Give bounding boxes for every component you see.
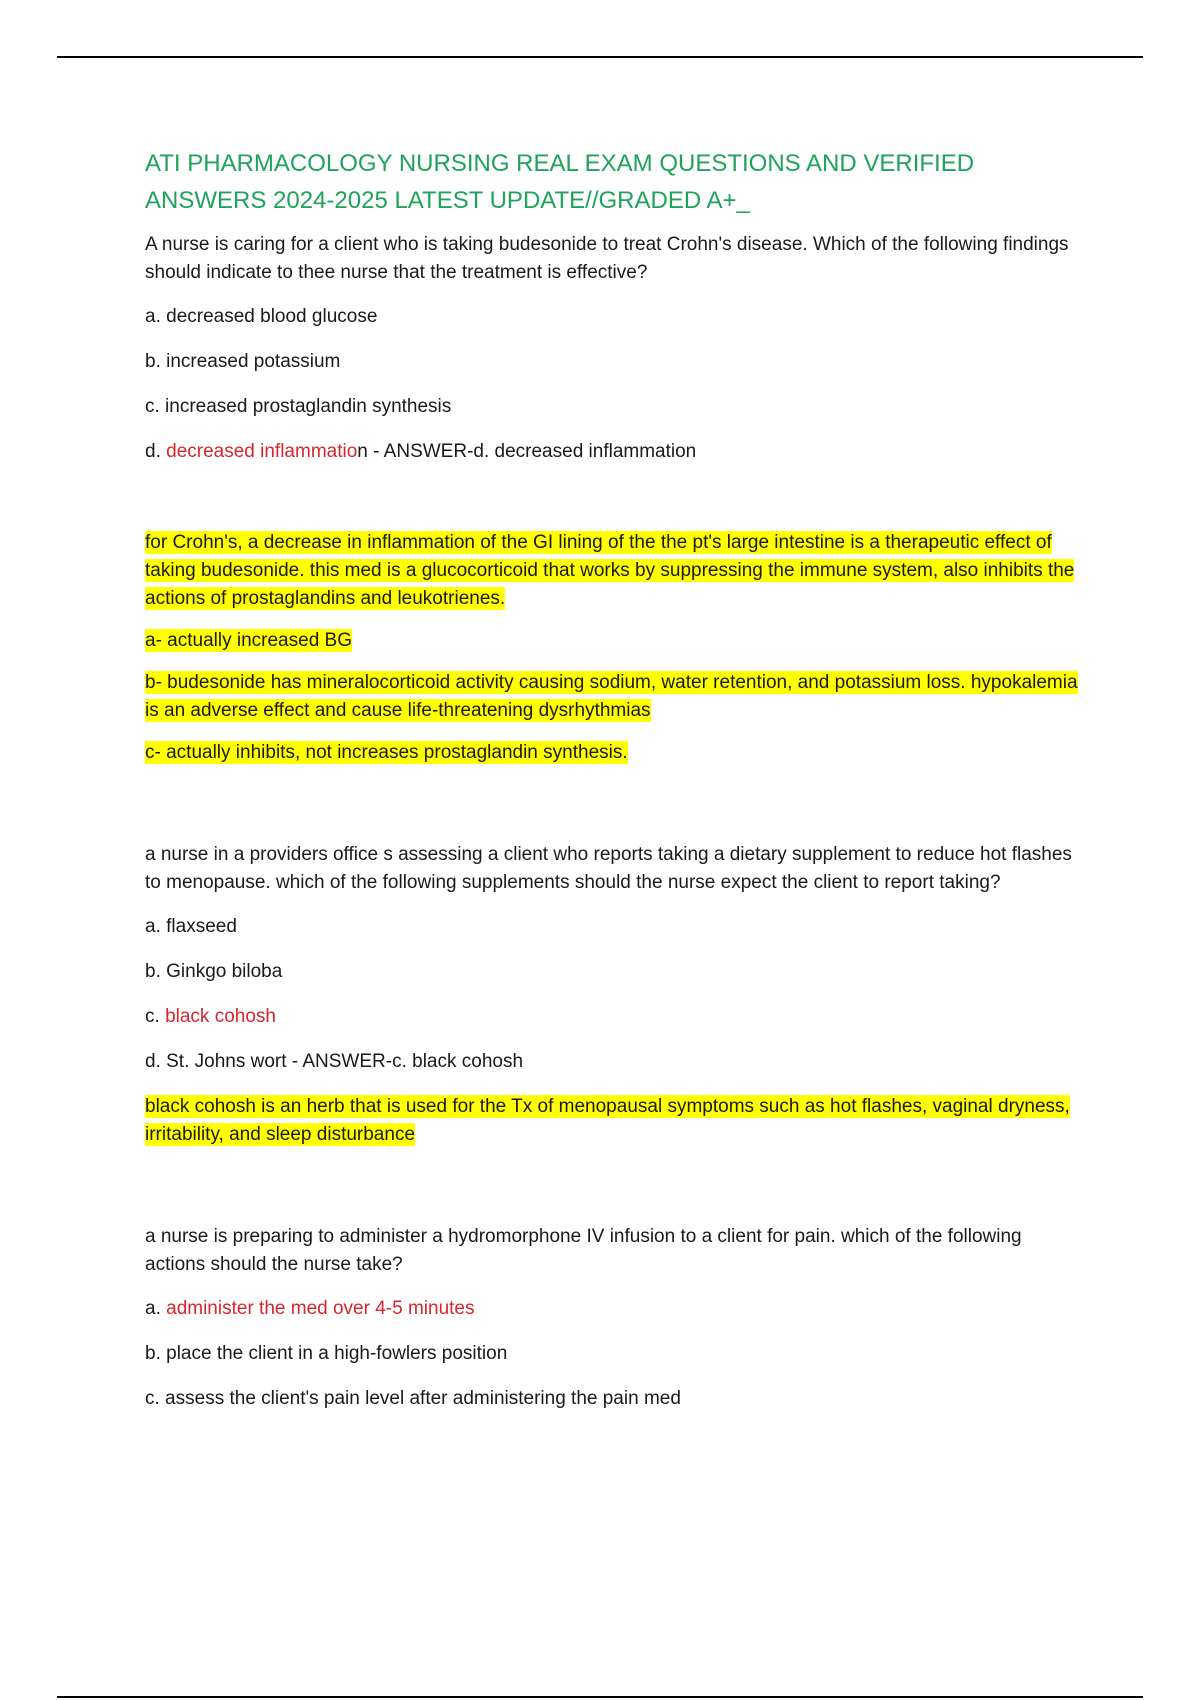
option-a: a. flaxseed	[145, 916, 237, 937]
document-body	[145, 145, 1085, 1430]
question-text: A nurse is caring for a client who is taking budesonide to treat Crohn's disease. Which of the following findings should indicate to thee nurse that the treatment is effective?	[145, 234, 1069, 283]
option-c	[145, 1003, 1085, 1031]
highlighted-text: b- budesonide has mineralocorticoid activity causing sodium, water retention, and potassium loss. hypokalemia is an adverse effect and cause life-threatening dysrhythmias	[145, 672, 1078, 721]
footer-rule	[57, 1696, 1143, 1698]
rationale-c	[145, 739, 1085, 767]
option-d: d. St. Johns wort - ANSWER-c. black cohosh	[145, 1051, 524, 1072]
option-prefix: d.	[145, 441, 167, 462]
option-d	[145, 438, 1085, 466]
rationale-b	[145, 669, 1085, 725]
rationale	[145, 1093, 1085, 1149]
option-a: a. decreased blood glucose	[145, 306, 378, 327]
highlighted-text: a- actually increased BG	[145, 630, 352, 651]
option-b: b. Ginkgo biloba	[145, 961, 283, 982]
rationale-main	[145, 529, 1085, 613]
option-prefix: a.	[145, 1298, 167, 1319]
option-prefix: c.	[145, 1006, 166, 1027]
document-title: ATI PHARMACOLOGY NURSING REAL EXAM QUESTIONS AND VERIFIED ANSWERS 2024-2025 LATEST UPDATE//GRADED A+_	[145, 150, 975, 214]
highlighted-text: black cohosh is an herb that is used for the Tx of menopausal symptoms such as hot flashes, vaginal dryness, irritability, and sleep disturbance	[145, 1096, 1070, 1145]
option-b: b. place the client in a high-fowlers position	[145, 1343, 508, 1364]
option-c: c. assess the client's pain level after administering the pain med	[145, 1388, 681, 1409]
option-a	[145, 1295, 1085, 1323]
correct-answer-highlight: administer the med over 4-5 minutes	[166, 1298, 475, 1319]
correct-answer-highlight: black cohosh	[165, 1006, 276, 1027]
option-b: b. increased potassium	[145, 351, 341, 372]
question-block-1	[145, 231, 1085, 767]
rationale-a	[145, 627, 1085, 655]
question-block-3	[145, 1223, 1085, 1413]
question-block-2	[145, 841, 1085, 1149]
question-text: a nurse is preparing to administer a hydromorphone IV infusion to a client for pain. which of the following actions should the nurse take?	[145, 1226, 1022, 1275]
correct-answer-highlight: decreased inflammatio	[166, 441, 358, 462]
highlighted-text: for Crohn's, a decrease in inflammation of the GI lining of the the pt's large intestine is a therapeutic effect of taking budesonide. this med is a glucocorticoid that works by suppressing the immune system, also inhibits the actions of prostaglandins and leukotrienes.	[145, 532, 1075, 609]
option-c: c. increased prostaglandin synthesis	[145, 396, 452, 417]
answer-text: n - ANSWER-d. decreased inflammation	[357, 441, 697, 462]
question-text: a nurse in a providers office s assessing a client who reports taking a dietary supplement to reduce hot flashes to menopause. which of the following supplements should the nurse expect the client to report taking?	[145, 844, 1072, 893]
header-rule	[57, 56, 1143, 58]
highlighted-text: c- actually inhibits, not increases prostaglandin synthesis.	[145, 742, 628, 763]
